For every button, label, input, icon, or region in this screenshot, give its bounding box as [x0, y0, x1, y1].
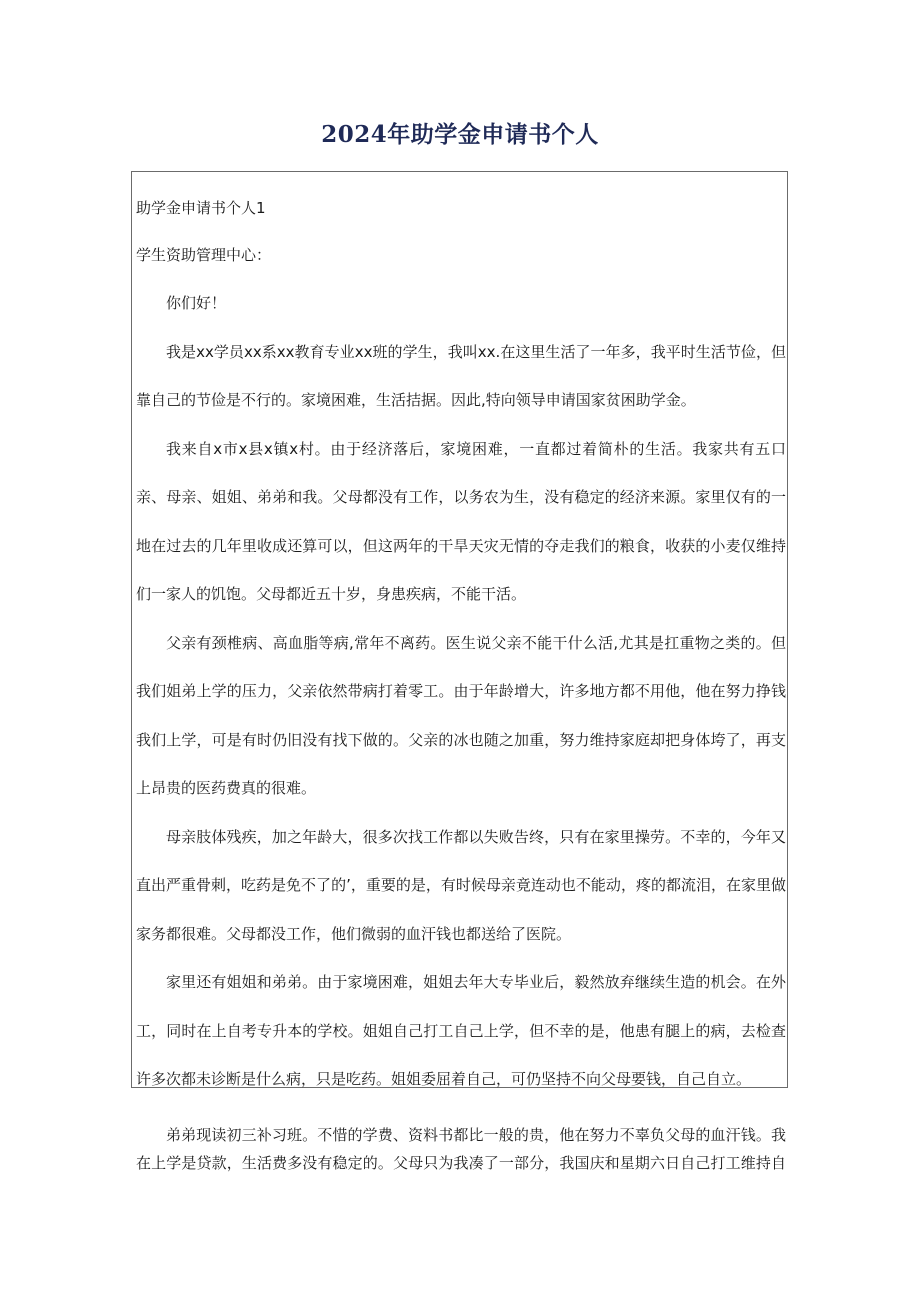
paragraph-line: 家务都很难。父母都没工作，他们微弱的血汗钱也都送给了医院。	[136, 925, 572, 943]
paragraph-line: 们一家人的饥饱。父母都近五十岁，身患疾病，不能干活。	[136, 585, 527, 603]
letter-greeting: 你们好！	[166, 294, 227, 312]
paragraph-line: 亲、母亲、姐姐、弟弟和我。父母都没有工作，以务农为生，没有稳定的经济来源。家里仅有的一	[136, 488, 786, 506]
paragraph-line: 我来自x市x县x镇x村。由于经济落后，家境困难，一直都过着简朴的生活。我家共有五口	[166, 440, 786, 458]
paragraph-line: 我是xx学员xx系xx教育专业xx班的学生，我叫xx.在这里生活了一年多，我平时生活节俭，但	[166, 343, 786, 361]
paragraph-line: 弟弟现读初三补习班。不惜的学费、资料书都比一般的贵，他在努力不辜负父母的血汗钱。我	[166, 1126, 786, 1144]
letter-heading: 助学金申请书个人1	[136, 199, 266, 217]
paragraph-line: 在上学是贷款，生活费多没有稳定的。父母只为我凑了一部分，我国庆和星期六日自己打工维持自	[136, 1154, 786, 1172]
letter-recipient: 学生资助管理中心：	[136, 246, 272, 264]
page-title: 2024年助学金申请书个人	[321, 121, 599, 148]
paragraph-line: 父亲有颈椎病、高血脂等病,常年不离药。医生说父亲不能干什么活,尤其是扛重物之类的。但	[166, 634, 786, 652]
paragraph-line: 家里还有姐姐和弟弟。由于家境困难，姐姐去年大专毕业后，毅然放弃继续生造的机会。在外	[166, 973, 786, 991]
paragraph-line: 上昂贵的医药费真的很难。	[136, 779, 317, 797]
paragraph-line: 靠自己的节俭是不行的。家境困难，生活拮据。因此,特向领导申请国家贫困助学金。	[136, 391, 696, 409]
paragraph-line: 直出严重骨刺，吃药是免不了的’，重要的是，有时候母亲竟连动也不能动，疼的都流泪，在家里做	[136, 876, 786, 894]
paragraph-line: 地在过去的几年里收成还算可以，但这两年的干旱天灾无情的夺走我们的粮食，收获的小麦仅维持	[136, 537, 786, 555]
paragraph-line: 许多次都未诊断是什么病，只是吃药。姐姐委屈着自己，可仍坚持不向父母要钱，自己自立。	[136, 1070, 752, 1088]
paragraph-line: 母亲肢体残疾，加之年龄大，很多次找工作都以失败告终，只有在家里操劳。不幸的，今年又	[166, 828, 786, 846]
paragraph-line: 我们姐弟上学的压力，父亲依然带病打着零工。由于年龄增大，许多地方都不用他，他在努力挣钱	[136, 682, 786, 700]
paragraph-line: 我们上学，可是有时仍旧没有找下做的。父亲的冰也随之加重，努力维持家庭却把身体垮了，再支	[136, 731, 786, 749]
paragraph-line: 工，同时在上自考专升本的学校。姐姐自己打工自己上学，但不幸的是，他患有腿上的病，去检查	[136, 1022, 786, 1040]
